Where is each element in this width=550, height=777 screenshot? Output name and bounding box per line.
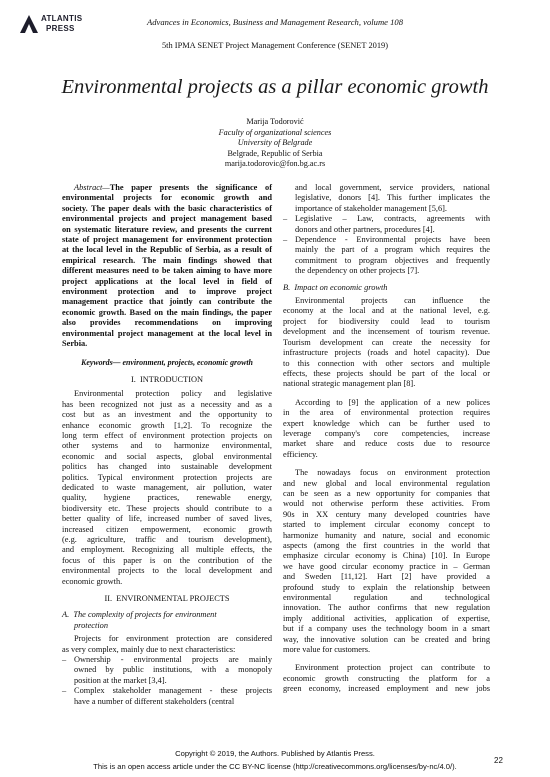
abstract-line xyxy=(62,183,272,193)
paragraph-line: According to [9] the application of a new polices xyxy=(295,397,490,407)
intro-line: has been recognized not just as a necessity and as a xyxy=(62,399,272,409)
complexity-line: as very complex, mainly due to next characteristics: xyxy=(62,644,236,654)
impact-paragraph-1 xyxy=(283,296,490,390)
intro-line: economic and social aspects, global environmental xyxy=(62,451,272,461)
paragraph-line: green economy, increased employment and new jobs xyxy=(283,684,490,694)
list-item xyxy=(62,655,272,686)
paragraph-line: effects, these projects should be part of the local or xyxy=(283,368,490,378)
list-item-line: owned by public institutions, with a monopoly xyxy=(74,665,272,675)
intro-line: environmental projects to the local development and xyxy=(62,566,272,576)
paragraph-line: innovation. The author confirms that new regulation xyxy=(283,603,490,613)
paragraph-line: started to implement circular economy concept to xyxy=(283,520,490,530)
paragraph-line: market share and reduce costs due to resource xyxy=(283,439,490,449)
intro-line: (e.g. agriculture, traffic and tourism development), xyxy=(62,535,272,544)
abstract-line: different measures need to be taken aiming to have more xyxy=(62,266,272,276)
paragraph-line: in the area of environmental protection requires xyxy=(283,408,490,418)
copyright-notice: Copyright © 2019, the Authors. Published by Atlantis Press. xyxy=(175,749,375,758)
paragraph-line: project for biodiversity could lead to tourism xyxy=(283,316,490,326)
intro-line: increased citizen empowerment, economic growth xyxy=(62,524,272,534)
author-name: Marija Todorović xyxy=(246,117,304,126)
author-university: University of Belgrade xyxy=(237,138,313,148)
list-item-line: donors and other partners, procedures [4]. xyxy=(295,224,435,234)
intro-line: other systems and to harmonize environmental, xyxy=(62,441,272,451)
dash-bullet-icon: – xyxy=(283,214,288,224)
intro-line: long term effect of environment protection projects on xyxy=(62,430,272,440)
subsection-heading-complexity xyxy=(62,610,272,631)
list-item-line: the dependency on other projects [7]. xyxy=(295,266,420,276)
abstract-line: environmental projects for economic growth and xyxy=(62,193,272,203)
continuation-line: importance of stakeholder management [5,6]. xyxy=(295,203,447,213)
paragraph-line: Environment protection project can contribute to xyxy=(295,663,490,673)
list-item-line: Legislative – Law, contracts, agreements with xyxy=(295,214,490,224)
abstract-line: society. The paper deals with the basic characteristics of xyxy=(62,203,272,213)
intro-line: politics has changed into sustainable development xyxy=(62,462,272,472)
conference-header: 5th IPMA SENET Project Management Conference (SENET 2019) xyxy=(161,41,388,50)
paragraph-line: expert knowledge which can be further used to xyxy=(283,418,490,428)
paragraph-line: but if a company uses the technology boom in a smart xyxy=(283,624,490,634)
intro-line: better quality of life, increased number of saved lives, xyxy=(62,514,272,524)
intro-line: cost but as an investment and the opportunity to xyxy=(62,410,272,420)
abstract-text: The paper presents the significance of xyxy=(109,183,272,192)
abstract-line: environment protection and to improve project xyxy=(62,287,272,297)
subsection-heading-line: protection xyxy=(74,620,108,630)
logo-text-atlantis: ATLANTIS xyxy=(41,14,83,23)
abstract-line: management practice that jointly can contribute the xyxy=(62,297,272,307)
continuation-line: legislative, donors [4]. This further implicates the xyxy=(295,193,490,203)
abstract-line: also provides recommendations on improving xyxy=(62,318,272,328)
paragraph-line: more value for customers. xyxy=(283,645,371,655)
paper-title: Environmental projects as a pillar economic growth xyxy=(61,76,489,98)
impact-paragraph-3 xyxy=(283,468,490,655)
dash-bullet-icon: – xyxy=(283,235,288,245)
abstract-line: empirical research. The main findings showed that xyxy=(62,255,272,265)
author-location: Belgrade, Republic of Serbia xyxy=(227,148,323,158)
author-faculty: Faculty of organizational sciences xyxy=(218,127,332,137)
intro-line: biodiversity etc. These projects should contribute to a xyxy=(62,503,272,513)
paragraph-line: imply additional activities, application of expertise, xyxy=(283,613,490,623)
section-heading-introduction: I. INTRODUCTION xyxy=(130,374,204,384)
paragraph-line: way, the innovative solution can be created and bring xyxy=(283,634,490,644)
author-block xyxy=(0,117,550,170)
paragraph-line: efficiency. xyxy=(283,449,318,459)
paragraph-line: profound study to explain the relationship between xyxy=(283,582,490,592)
left-column xyxy=(62,183,272,707)
abstract-line: environmental project management at the local level in xyxy=(62,328,272,338)
characteristics-list xyxy=(62,655,272,707)
abstract-line: environmental projects and project management based xyxy=(62,214,272,224)
abstract-line: project applications at the local level in field of xyxy=(62,276,272,286)
introduction-paragraph xyxy=(62,389,272,587)
paragraph-line: development and the incensement of tourism revenue. xyxy=(283,327,490,337)
list-item xyxy=(283,214,490,235)
paragraph-line: economic growth constructing the platform for a xyxy=(283,673,490,683)
paragraph-line: infrastructure projects (roads and hotel capacity). Due xyxy=(283,348,490,358)
paragraph-line: can be seen as a new opportunity for companies that xyxy=(283,488,490,498)
paragraph-line: national strategic management plan [8]. xyxy=(283,379,416,389)
paragraph-line: Tourism development can create the necessity for xyxy=(283,337,490,347)
characteristics-list-continued xyxy=(283,214,490,276)
intro-line: economic growth. xyxy=(62,576,123,586)
complexity-line: Projects for environment protection are considered xyxy=(74,634,272,644)
list-item xyxy=(283,235,490,277)
abstract xyxy=(62,183,272,350)
abstract-line: Serbia. xyxy=(62,339,88,349)
abstract-label: Abstract— xyxy=(74,183,110,192)
abstract-line: economic growth. Based on the main findings, the paper xyxy=(62,307,272,317)
list-item-line: Complex stakeholder management - these projects xyxy=(74,686,272,696)
list-item xyxy=(62,686,272,707)
journal-header: Advances in Economics, Business and Management Research, volume 108 xyxy=(147,17,403,27)
paragraph-line: The nowadays focus on environment protection xyxy=(295,468,490,478)
intro-line: Environmental protection policy and legislative xyxy=(74,389,272,399)
paragraph-line: economy at the local and at the national level, e.g. xyxy=(283,306,490,316)
abstract-line: state of project management for environment protection xyxy=(62,235,272,245)
paragraph-line: harmonize humanity and nature, social and economic xyxy=(283,530,490,540)
continuation-line: and local government, service providers, national xyxy=(295,183,490,192)
paragraph-line: we have good circular economy practice in – German xyxy=(283,561,490,571)
license-notice: This is an open access article under the CC BY-NC license (http://creativecommons.org/licenses/by-nc/4.0/). xyxy=(93,762,457,771)
intro-line: focus of this paper is on the contribution of the xyxy=(62,555,272,565)
impact-paragraph-2 xyxy=(283,398,490,460)
page-number: 22 xyxy=(494,756,503,765)
section-heading-environmental-projects: II. ENVIRONMENTAL PROJECTS xyxy=(104,594,230,604)
paragraph-line: aspects (among the first countries in the world that xyxy=(283,541,490,550)
paragraph-line: to this connection with other sectors and multiple xyxy=(283,358,490,368)
paragraph-line: would not otherwise perform these activities. From xyxy=(283,499,490,509)
abstract-line: at the local level in the Republic of Serbia, as a result of xyxy=(62,245,272,255)
list-item-line: have a number of different stakeholders (central xyxy=(74,696,235,706)
intro-line: quality, hygiene practices, renewable energy, xyxy=(62,493,272,503)
paragraph-line: and Sweden [11,12]. Hart [2] have provided a xyxy=(283,572,490,582)
dash-bullet-icon: – xyxy=(62,686,67,696)
right-column xyxy=(283,183,490,695)
intro-line: enhance economic growth [1,2]. To recognize the xyxy=(62,420,272,430)
paragraph-line: environmental regulation and technological xyxy=(283,593,490,603)
list-item-line: Ownership - environmental projects are mainly xyxy=(74,655,272,665)
intro-line: and employment. Recognizing all multiple effects, the xyxy=(62,545,272,555)
intro-line: dedicated to waste management, air pollution, water xyxy=(62,482,272,492)
subsection-heading-line: A. The complexity of projects for environment xyxy=(62,610,217,620)
stakeholder-continuation xyxy=(283,183,490,214)
impact-paragraph-4 xyxy=(283,663,490,694)
subsection-heading-impact: B. Impact on economic growth xyxy=(283,282,388,292)
complexity-paragraph xyxy=(62,634,272,655)
author-email: marija.todorovic@fon.bg.ac.rs xyxy=(224,159,326,169)
logo-text-press: PRESS xyxy=(46,24,75,33)
paragraph-line: emphasize circular economy is China) [10]. In Europe xyxy=(283,551,490,561)
paragraph-line: and new global and local environmental regulation xyxy=(283,478,490,488)
keywords: Keywords— environment, projects, economic growth xyxy=(81,357,253,367)
list-item-line: Dependence - Environmental projects have been xyxy=(295,235,490,245)
paragraph-line: 90s in XX century many developed countries have xyxy=(283,509,490,519)
list-item-line: commitment to program objectives and frequently xyxy=(295,255,490,265)
list-item-line: position at the market [3,4]. xyxy=(74,675,167,685)
intro-line: politics. Typical environment protection projects are xyxy=(62,472,272,482)
list-item-line: mainly the part of a program which requires the xyxy=(295,245,490,255)
paragraph-line: Environmental projects can influence the xyxy=(295,296,490,306)
paragraph-line: leverage company's core competencies, increase xyxy=(283,428,490,438)
abstract-line: on systematic literature review, and presents the current xyxy=(62,224,272,234)
dash-bullet-icon: – xyxy=(62,655,67,665)
